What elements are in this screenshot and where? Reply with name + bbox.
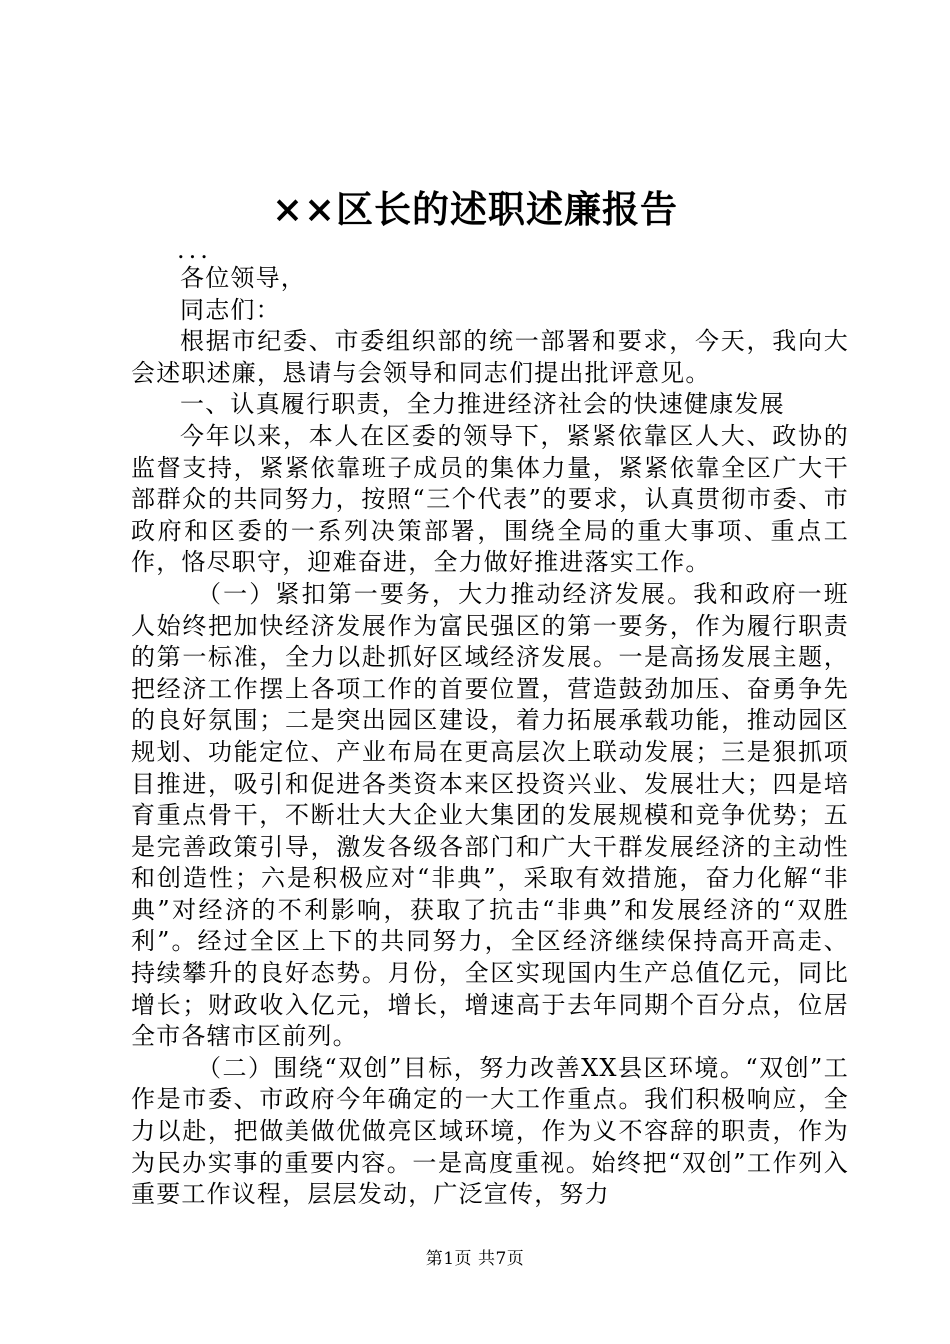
ellipsis-mark: ... xyxy=(177,236,212,264)
salutation-comrades: 同志们： xyxy=(180,295,281,324)
salutation-leaders: 各位领导， xyxy=(180,264,306,292)
paragraph-intro: 根据市纪委、市委组织部的统一部署和要求，今天，我向大会述职述廉，恳请与会领导和同志们提出批评意见。 xyxy=(131,327,849,387)
page-number-footer: 第1页 共7页 xyxy=(425,1249,525,1269)
paragraph-economy: （一）紧扣第一要务，大力推动经济发展。我和政府一班人始终把加快经济发展作为富民强区的第一要务，作为履行职责的第一标准，全力以赴抓好区域经济发展。一是高扬发展主题，把经济工作摆上各项工作的首要位置，营造鼓劲加压、奋勇争先的良好氛围；二是突出园区建设，着力拓展承载功能，推动园区规划、功能定位、产业布局在更高层次上联动发展；三是狠抓项目推进，吸引和促进各类资本来区投资兴业、发展壮大；四是培育重点骨干，不断壮大大企业大集团的发展规模和竞争优势；五是完善政策引导，激发各级各部门和广大干群发展经济的主动性和创造性；六是积极应对“非典”，采取有效措施，奋力化解“非典”对经济的不利影响，获取了抗击“非典”和发展经济的“双胜利”。经过全区上下的共同努力，全区经济继续保持高开高走、持续攀升的良好态势。月份，全区实现国内生产总值亿元，同比增长；财政收入亿元，增长，增速高于去年同期个百分点，位居全市各辖市区前列。 xyxy=(131,579,849,1051)
paragraph-environment: （二）围绕“双创”目标，努力改善XX县区环境。“双创”工作是市委、市政府今年确定的一大工作重点。我们积极响应，全力以赴，把做美做优做亮区域环境，作为义不容辞的职责，作为为民办实事的重要内容。一是高度重视。始终把“双创”工作列入重要工作议程，层层发动，广泛宣传，努力 xyxy=(131,1053,849,1209)
document-body xyxy=(131,236,849,1211)
document-title: ××区长的述职述廉报告 xyxy=(271,187,678,231)
paragraph-overview: 今年以来，本人在区委的领导下，紧紧依靠区人大、政协的监督支持，紧紧依靠班子成员的集体力量，紧紧依靠全区广大干部群众的共同努力，按照“三个代表”的要求，认真贯彻市委、市政府和区委的一系列决策部署，围绕全局的重大事项、重点工作，恪尽职守，迎难奋进，全力做好推进落实工作。 xyxy=(131,421,849,577)
section-heading-1: 一、认真履行职责，全力推进经济社会的快速健康发展 xyxy=(180,390,785,419)
